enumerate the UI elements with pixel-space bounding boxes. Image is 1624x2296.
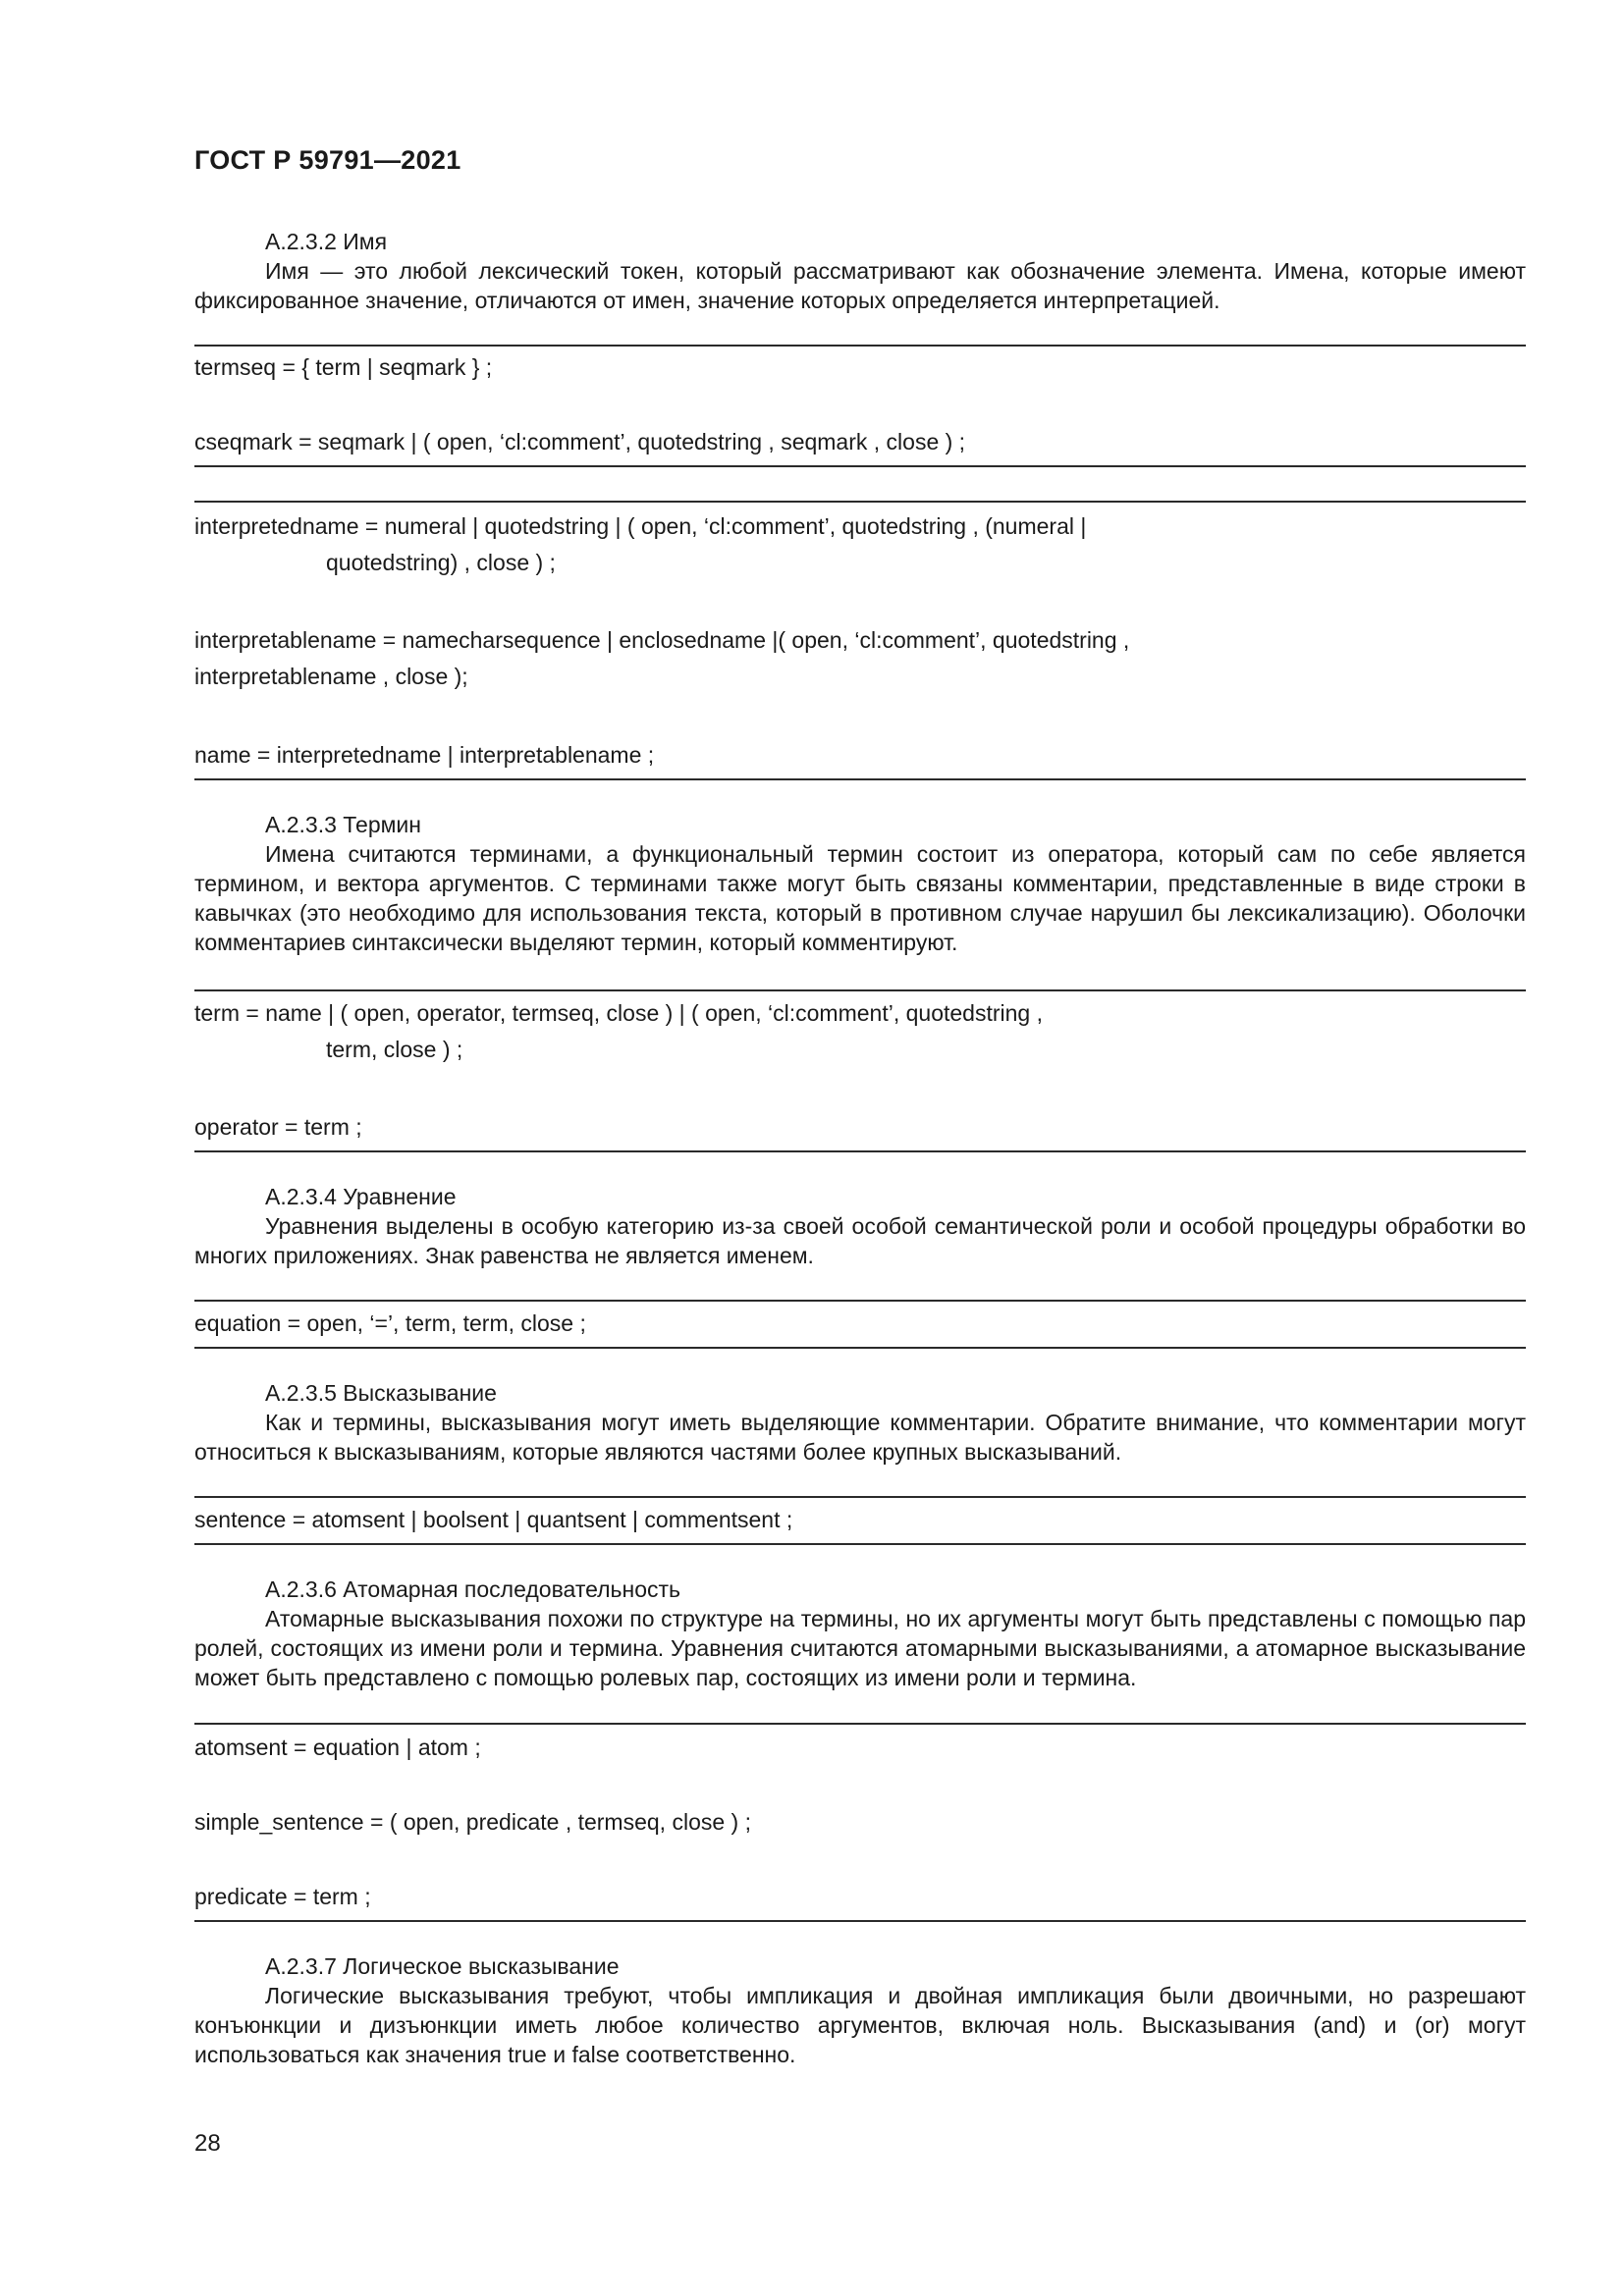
section-text-a235: Как и термины, высказывания могут иметь выделяющие комментарии. Обратите внимание, что комментарии могут относиться к высказываниям, которые являются частями более крупных высказываний. — [194, 1410, 1526, 1465]
grammar-line: interpretablename = namecharsequence | enclosedname |( open, ‘cl:comment’, quotedstring , — [194, 627, 1130, 653]
grammar-equation: equation = open, ‘=’, term, term, close ; — [194, 1310, 586, 1336]
grammar-line: interpretedname = numeral | quotedstring | ( open, ‘cl:comment’, quotedstring , (numeral | — [194, 513, 1087, 539]
section-text-a233: Имена считаются терминами, а функциональный термин состоит из оператора, который сам по себе является термином, и вектора аргументов. С терминами также могут быть связаны комментарии, представленные в виде строки в кавычках (это необходимо для использования текста, который в противном случае нарушил бы лексикализацию). Оболочки комментариев синтаксически выделяют термин, который комментируют. — [194, 841, 1526, 955]
grammar-sentence: sentence = atomsent | boolsent | quantsent | commentsent ; — [194, 1507, 793, 1532]
grammar-cseqmark: cseqmark = seqmark | ( open, ‘cl:comment’, quotedstring , seqmark , close ) ; — [194, 429, 966, 454]
grammar-line: term = name | ( open, operator, termseq, close ) | ( open, ‘cl:comment’, quotedstring , — [194, 1000, 1043, 1026]
section-title-a236: А.2.3.6 Атомарная последовательность — [265, 1576, 681, 1602]
grammar-line-continuation: quotedstring) , close ) ; — [326, 550, 556, 575]
grammar-rule-bottom — [194, 778, 1526, 780]
section-title-a237: А.2.3.7 Логическое высказывание — [265, 1953, 620, 1979]
grammar-term — [194, 995, 1526, 1068]
section-title-a232: А.2.3.2 Имя — [265, 229, 388, 254]
grammar-rule-top — [194, 345, 1526, 347]
grammar-rule-top — [194, 1723, 1526, 1725]
grammar-rule-bottom — [194, 1347, 1526, 1349]
grammar-predicate: predicate = term ; — [194, 1884, 371, 1909]
grammar-rule-top — [194, 1496, 1526, 1498]
grammar-rule-top — [194, 989, 1526, 991]
grammar-line: interpretablename , close ); — [194, 664, 468, 689]
standard-header: ГОСТ Р 59791—2021 — [194, 145, 461, 175]
section-text-a237: Логические высказывания требуют, чтобы импликация и двойная импликация были двоичными, но разрешают конъюнкции и дизъюнкции иметь любое количество аргументов, включая ноль. Высказывания (and) и (or) могут использоваться как значения true и false соответственно. — [194, 1983, 1526, 2067]
grammar-rule-bottom — [194, 1920, 1526, 1922]
grammar-termseq: termseq = { term | seqmark } ; — [194, 354, 493, 380]
grammar-rule-bottom — [194, 465, 1526, 467]
grammar-rule-bottom — [194, 1150, 1526, 1152]
page-number: 28 — [194, 2130, 221, 2157]
grammar-interpretablename — [194, 622, 1526, 695]
section-title-a235: А.2.3.5 Высказывание — [265, 1380, 497, 1406]
section-text-a234: Уравнения выделены в особую категорию из-за своей особой семантической роли и особой процедуры обработки во многих приложениях. Знак равенства не является именем. — [194, 1213, 1526, 1268]
grammar-rule-top — [194, 1300, 1526, 1302]
section-text-a236: Атомарные высказывания похожи по структуре на термины, но их аргументы могут быть представлены с помощью пар ролей, состоящих из имени роли и термина. Уравнения считаются атомарными высказываниями, а атомарное высказывание может быть представлено с помощью ролевых пар, состоящих из имени роли и термина. — [194, 1606, 1526, 1690]
grammar-rule-top — [194, 501, 1526, 503]
grammar-rule-bottom — [194, 1543, 1526, 1545]
section-text-a232: Имя — это любой лексический токен, который рассматривают как обозначение элемента. Имена, которые имеют фиксированное значение, отличаются от имен, значение которых определяется интерпретацией. — [194, 258, 1526, 313]
section-title-a234: А.2.3.4 Уравнение — [265, 1184, 457, 1209]
grammar-name: name = interpretedname | interpretablename ; — [194, 742, 655, 768]
grammar-atomsent: atomsent = equation | atom ; — [194, 1735, 481, 1760]
section-title-a233: А.2.3.3 Термин — [265, 812, 421, 837]
grammar-interpretedname — [194, 508, 1526, 581]
grammar-simple-sentence: simple_sentence = ( open, predicate , termseq, close ) ; — [194, 1809, 751, 1835]
grammar-operator: operator = term ; — [194, 1114, 362, 1140]
grammar-line-continuation: term, close ) ; — [326, 1037, 463, 1062]
